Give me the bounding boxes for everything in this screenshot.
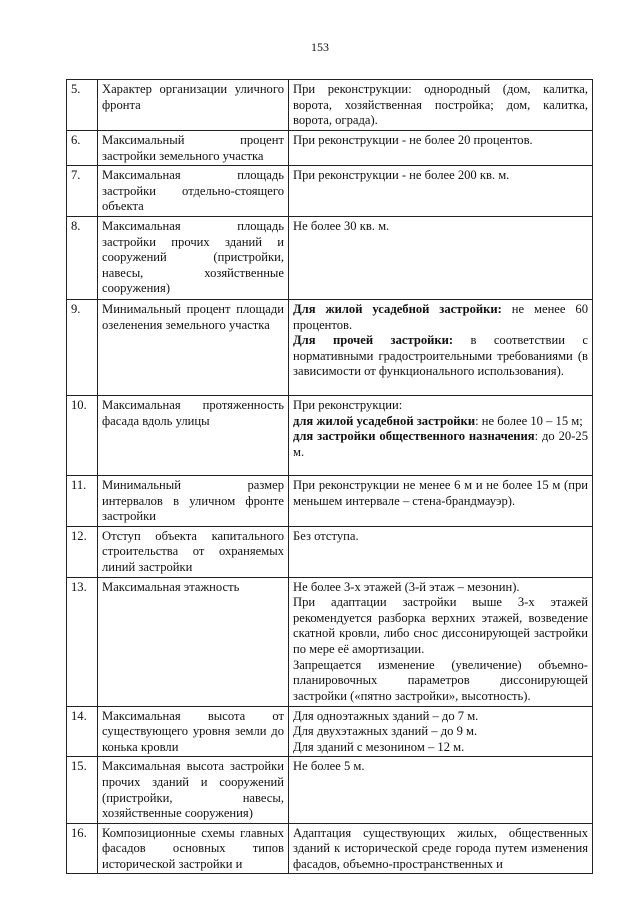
parameter-value <box>289 395 593 475</box>
table-row <box>67 216 593 299</box>
parameter-name: Характер организации уличного фронта <box>98 80 289 131</box>
page-number: 153 <box>311 40 329 54</box>
value-text: не менее 60 процентов. <box>293 301 588 332</box>
value-text: в соответствии с нормативными градостроительными требованиями (в зависимости от функционального использования). <box>293 333 588 379</box>
value-text: Для зданий с мезонином – 12 м. <box>293 739 465 754</box>
table-row <box>67 80 593 131</box>
row-number: 12. <box>67 526 98 577</box>
parameter-name: Максимальная высота от существующего уровня земли до конька кровли <box>98 706 289 757</box>
parameter-value: При реконструкции: однородный (дом, калитка, ворота, хозяйственная постройка; дом, калитка, ворота, ограда). <box>289 80 593 131</box>
row-number: 9. <box>67 299 98 395</box>
row-number: 11. <box>67 475 98 526</box>
table-row <box>67 526 593 577</box>
table-row <box>67 299 593 395</box>
parameter-value: Не более 30 кв. м. <box>289 216 593 299</box>
table-row <box>67 166 593 217</box>
parameter-value: Адаптация существующих жилых, общественных зданий к исторической среде города путем изменения фасадов, объемно-пространственных и <box>289 823 593 874</box>
row-number: 15. <box>67 757 98 823</box>
row-number: 6. <box>67 131 98 166</box>
row-number: 13. <box>67 577 98 706</box>
value-text: При реконструкции: <box>293 397 403 412</box>
value-text: Для одноэтажных зданий – до 7 м. <box>293 708 479 723</box>
row-number: 5. <box>67 80 98 131</box>
table-row <box>67 475 593 526</box>
parameter-name: Композиционные схемы главных фасадов основных типов исторической застройки и <box>98 823 289 874</box>
parameter-value <box>289 706 593 757</box>
row-number: 16. <box>67 823 98 874</box>
parameter-name: Максимальный процент застройки земельного участка <box>98 131 289 166</box>
parameter-name: Минимальный размер интервалов в уличном фронте застройки <box>98 475 289 526</box>
value-text: : до 20-25 м. <box>293 429 588 459</box>
parameter-name: Максимальная высота застройки прочих зданий и сооружений (пристройки, навесы, хозяйственные сооружения) <box>98 757 289 823</box>
value-bold-part: для застройки общественного назначения <box>293 429 535 444</box>
value-text: При адаптации застройки выше 3-х этажей рекомендуется разборка верхних этажей, возведение скатной кровли, либо снос диссонирующей застройки по мере её амортизации. <box>293 595 588 656</box>
row-number: 8. <box>67 216 98 299</box>
value-bold-part: Для прочей застройки: <box>293 333 454 348</box>
regulations-table <box>66 79 593 874</box>
table-row <box>67 706 593 757</box>
value-bold-part: для жилой усадебной застройки <box>293 413 476 428</box>
parameter-value: Без отступа. <box>289 526 593 577</box>
parameter-value <box>289 299 593 395</box>
table-row <box>67 823 593 874</box>
row-number: 10. <box>67 395 98 475</box>
parameter-value: При реконструкции - не более 200 кв. м. <box>289 166 593 217</box>
parameter-value: При реконструкции - не более 20 процентов. <box>289 131 593 166</box>
row-number: 14. <box>67 706 98 757</box>
parameter-value: При реконструкции не менее 6 м и не более 15 м (при меньшем интервале – стена-брандмауэр). <box>289 475 593 526</box>
parameter-name: Отступ объекта капитального строительства от охраняемых линий застройки <box>98 526 289 577</box>
table-row <box>67 757 593 823</box>
value-text: : не более 10 – 15 м; <box>475 413 583 428</box>
parameter-value <box>289 577 593 706</box>
parameter-name: Максимальная протяженность фасада вдоль улицы <box>98 395 289 475</box>
parameter-name: Минимальный процент площади озеленения земельного участка <box>98 299 289 395</box>
table-row <box>67 131 593 166</box>
value-text: Не более 3-х этажей (3-й этаж – мезонин). <box>293 579 520 594</box>
table-row <box>67 395 593 475</box>
parameter-name: Максимальная площадь застройки отдельно-стоящего объекта <box>98 166 289 217</box>
parameter-name: Максимальная этажность <box>98 577 289 706</box>
table-row <box>67 577 593 706</box>
value-text: Для двухэтажных зданий – до 9 м. <box>293 724 478 739</box>
row-number: 7. <box>67 166 98 217</box>
value-text: Запрещается изменение (увеличение) объемно-планировочных параметров диссонирующей застройки («пятно застройки», высотность). <box>293 657 588 703</box>
value-bold-part: Для жилой усадебной застройки: <box>293 301 502 316</box>
parameter-name: Максимальная площадь застройки прочих зданий и сооружений (пристройки, навесы, хозяйственные сооружения) <box>98 216 289 299</box>
parameter-value: Не более 5 м. <box>289 757 593 823</box>
